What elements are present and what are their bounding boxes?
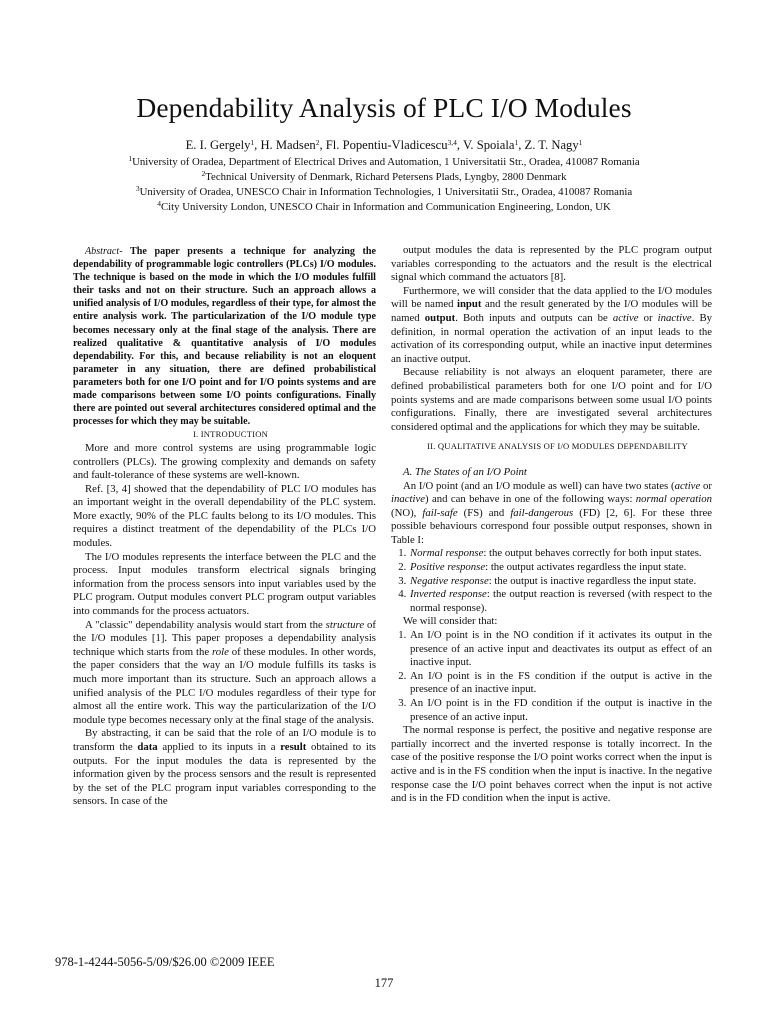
introduction-continued bbox=[391, 244, 712, 434]
list-item: 1. Normal response: the output behaves correctly for both input states. bbox=[409, 547, 712, 561]
subsection-heading-states: A. The States of an I/O Point bbox=[403, 465, 527, 478]
body-paragraph: A "classic" dependability analysis would start from the structure of the I/O modules [1]. This paper proposes a dependability analysis technique which starts from the role of these modules. In other words, the paper considers that the way an I/O module fulfills its tasks is much more important than its structure. Such an approach allows a unified analysis of the PLC I/O modules regardless of their type for almost all the entire work. This way the particularization of the I/O module type becomes necessary only at the final stage of the analysis. bbox=[73, 618, 377, 726]
body-paragraph: output modules the data is represented by the PLC program output variables corresponding to the actuators and the result is the electrical signal which command the actuators [8]. bbox=[391, 244, 712, 284]
list-item: 4. Inverted response: the output reaction is reversed (with respect to the normal response). bbox=[409, 588, 712, 615]
affiliation-4: $^4$City University London, UNESCO Chair in Information and Communication Engineering, London, UK bbox=[157, 199, 611, 213]
right-column bbox=[391, 244, 712, 806]
list-item: 1. An I/O point is in the NO condition if it activates its output in the presence of an active input and deactivates its output as effect of an inactive input. bbox=[409, 629, 712, 670]
affiliation-2: $^2$Technical University of Denmark, Richard Petersens Plads, Lyngby, 2800 Denmark bbox=[201, 169, 567, 183]
section-heading-qualitative-analysis: II. QUALITATIVE ANALYSIS OF I/O MODULES DEPENDABILITY bbox=[427, 441, 688, 452]
introduction-body bbox=[73, 442, 376, 809]
abstract bbox=[73, 245, 376, 428]
isbn-copyright: 978-1-4244-5056-5/09/$26.00 ©2009 IEEE bbox=[55, 955, 275, 969]
body-paragraph: Furthermore, we will consider that the data applied to the I/O modules will be named input and the result generated by the I/O modules will be named output. Both inputs and outputs can be active or inactive. By definition, in normal operation the activation of an input leads to the activation of its corresponding output, while an inactive input determines an inactive output. bbox=[391, 284, 713, 365]
consider-text: We will consider that: bbox=[403, 615, 498, 628]
states-paragraph: An I/O point (and an I/O module as well) can have two states (active or inactive) and can behave in one of the following ways: normal operation (NO), fail-safe (FS) and fail-dangerous (FD) [2, 6]. For these three possible behaviours correspond four possible output responses, shown in Table I: bbox=[391, 479, 712, 546]
abstract-label: Abstract- bbox=[85, 246, 123, 257]
body-paragraph: The I/O modules represents the interface between the PLC and the process. Input modules transform electrical signals bringing information from the process sensors into input variables used by the PLC program. Output modules convert PLC program output variables into commands for the process actuators. bbox=[73, 550, 376, 618]
list-item: 3. Negative response: the output is inactive regardless the input state. bbox=[409, 575, 712, 589]
body-paragraph: Because reliability is not always an eloquent parameter, there are defined probabilistical parameters both for one I/O point and for I/O points systems and are made comparisons between some usual I/O points configurations. Finally, there are investigated several architectures considered optimal and the applications for which they may be suitable. bbox=[391, 366, 712, 433]
page-number: 177 bbox=[374, 976, 394, 990]
list-item: 2. An I/O point is in the FS condition if the output is active in the presence of an inactive input. bbox=[409, 670, 712, 697]
conditions-list bbox=[391, 629, 712, 724]
responses-list bbox=[391, 547, 712, 615]
affiliation-1: $^1$University of Oradea, Department of Electrical Drives and Automation, 1 Universitatii Str., Oradea, 410087 Romania bbox=[128, 154, 640, 168]
final-paragraph: The normal response is perfect, the positive and negative response are partially incorrect and the inverted response is totally incorrect. In the case of the positive response the I/O point works correct when the input is active and is in the FS condition when the input is inactive. In the negative response case the I/O point behaves correct when the input is not active and is in the FD condition when the input is active. bbox=[391, 724, 712, 805]
author-list: E. I. Gergely$^1$, H. Madsen$^2$, Fl. Popentiu-Vladicescu$^{3,4}$, V. Spoiala$^1$, Z. T. Nagy$^1$ bbox=[185, 138, 583, 152]
body-paragraph: More and more control systems are using programmable logic controllers (PLCs). The growing complexity and demands on safety and fault-tolerance of these systems are well-known. bbox=[73, 441, 376, 482]
abstract-text: The paper presents a technique for analyzing the dependability of programmable logic controllers (PLCs) I/O modules. The technique is based on the mode in which the I/O modules fulfill their tasks and not on their structure. Such an approach allows a unified analysis of I/O modules, regardless of their type, for almost the entire analysis work. The particularization of the I/O module type becomes necessary only at the final stage of the analysis. There are realized qualitative & quantitative analysis of I/O modules dependability. For this, and because reliability is not an eloquent parameter in any situation, there are defined probabilistical parameters both for one I/O point and for I/O points systems and are made comparisons between some I/O points configurations. Finally there are pointed out several architectures considered optimal and the processes for which they may be suitable. bbox=[73, 246, 376, 428]
body-paragraph: By abstracting, it can be said that the role of an I/O module is to transform the data applied to its inputs in a result obtained to its outputs. For the input modules the data is represented by the information given by the process sensors and the result is represented by the set of the PLC program input variables corresponding to the sensors. In case of the bbox=[73, 727, 376, 808]
paper-title: Dependability Analysis of PLC I/O Modules bbox=[136, 92, 632, 123]
list-item: 3. An I/O point is in the FD condition if the output is inactive in the presence of an active input. bbox=[409, 697, 712, 724]
left-column bbox=[73, 245, 376, 809]
affiliation-3: $^3$University of Oradea, UNESCO Chair in Information Technologies, 1 Universitatii Str., Oradea, 410087 Romania bbox=[135, 184, 633, 198]
list-item: 2. Positive response: the output activates regardless the input state. bbox=[409, 561, 712, 575]
affiliations bbox=[0, 155, 768, 215]
body-paragraph: Ref. [3, 4] showed that the dependability of PLC I/O modules has an important weight in the overall dependability of the PLC system. More exactly, 90% of the PLC faults belong to its I/O modules. This requires a distinct treatment of the dependability of the PLCs I/O modules. bbox=[73, 482, 376, 550]
section-heading-introduction: I. INTRODUCTION bbox=[192, 429, 269, 440]
